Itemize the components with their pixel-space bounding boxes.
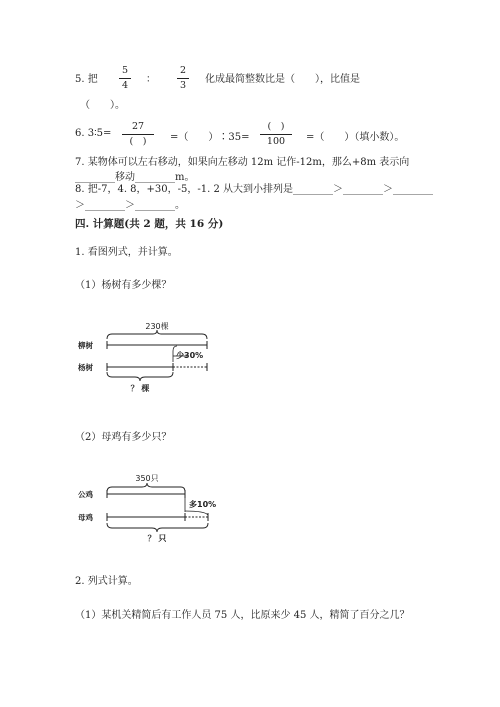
p2-sub1: （1）某机关精简后有工作人员 75 人，比原来少 45 人，精简了百分之几？ bbox=[75, 610, 410, 621]
d2-row1-label: 公鸡 bbox=[78, 490, 93, 499]
line-diagram-2 bbox=[75, 470, 225, 550]
q5-fraction-2 bbox=[177, 66, 189, 90]
d1-question-label: ？ 棵 bbox=[130, 384, 150, 393]
q6-frac2-numerator: ( ) bbox=[267, 121, 285, 132]
q8-line2: ＞________＞________。 bbox=[75, 200, 185, 211]
q5-prefix: 5. 把 bbox=[75, 74, 98, 85]
q5-frac2-numerator: 2 bbox=[179, 65, 187, 76]
d1-total-label: 230棵 bbox=[145, 322, 169, 331]
q6-frac1-denominator: ( ) bbox=[129, 135, 147, 147]
q6-fraction-1 bbox=[122, 122, 154, 146]
p2-title: 2. 列式计算。 bbox=[75, 576, 138, 587]
d1-row2-label: 杨树 bbox=[78, 363, 93, 372]
q5-frac2-denominator: 3 bbox=[179, 79, 187, 91]
q5-colon: ： bbox=[146, 74, 156, 85]
q6-prefix: 6. 3∶5= bbox=[75, 128, 112, 139]
p1-title: 1. 看图列式，并计算。 bbox=[75, 247, 178, 258]
d2-question-label: ？ 只 bbox=[147, 534, 167, 543]
q5-text: 化成最简整数比是（ ），比值是 bbox=[205, 74, 360, 85]
q5-fraction-1 bbox=[119, 66, 131, 90]
d2-row2-label: 母鸡 bbox=[78, 513, 93, 522]
p1-sub2: （2）母鸡有多少只？ bbox=[75, 432, 172, 443]
q7-line1: 7. 某物体可以左右移动，如果向左移动 12m 记作-12m，那么+8m 表示向 bbox=[75, 157, 410, 168]
q6-frac2-denominator: 100 bbox=[266, 135, 286, 147]
q6-frac1-numerator: 27 bbox=[131, 121, 145, 132]
d1-pct-label: 少30% bbox=[176, 351, 204, 360]
d1-row1-label: 柳树 bbox=[78, 341, 93, 350]
line-diagram-1 bbox=[75, 318, 215, 398]
q5-line2: （ ）。 bbox=[80, 100, 125, 111]
q5-frac1-numerator: 5 bbox=[121, 65, 129, 76]
q6-eq1: =（ ）∶35= bbox=[170, 132, 250, 143]
q7-line2: ________移动________m。 bbox=[75, 172, 195, 183]
p1-sub1: （1）杨树有多少棵？ bbox=[75, 280, 172, 291]
q6-fraction-2 bbox=[260, 122, 292, 146]
section-4-title: 四. 计算题(共 2 题，共 16 分) bbox=[75, 218, 224, 230]
d2-pct-label: 多10% bbox=[189, 500, 217, 509]
q8-line1: 8. 把-7，4. 8，+30，-5，-1. 2 从大到小排列是________＞________＞________ bbox=[75, 184, 434, 195]
q5-frac1-denominator: 4 bbox=[121, 79, 129, 91]
q6-eq2: =（ ）（填小数）。 bbox=[306, 132, 405, 143]
d2-total-label: 350只 bbox=[135, 474, 159, 483]
